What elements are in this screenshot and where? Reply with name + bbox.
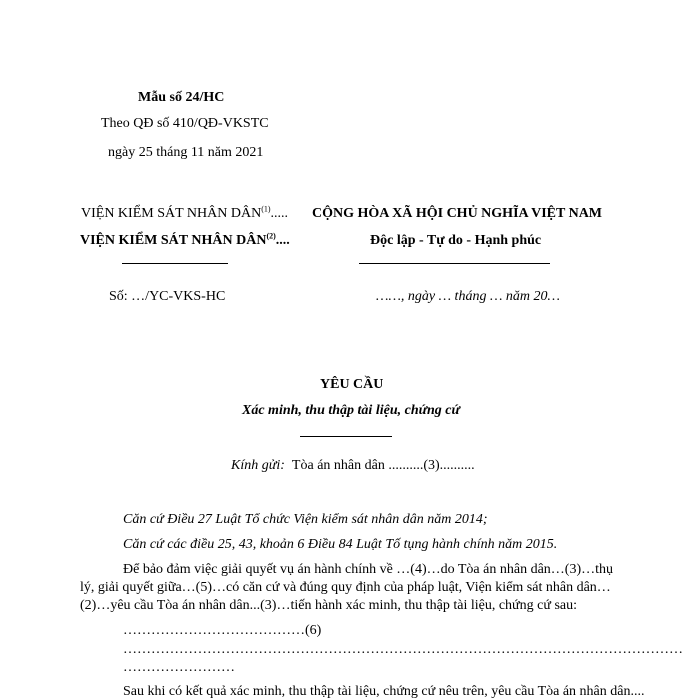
recipient-label: Kính gửi: bbox=[231, 458, 285, 473]
result-paragraph-line-1: Sau khi có kết quả xác minh, thu thập tài liệu, chứng cứ nêu trên, yêu cầu Tòa án nhân dân.... bbox=[123, 684, 645, 699]
dotted-fill-line-1: ………………………………………………………………………………………………………… bbox=[123, 642, 683, 657]
prosecutor-office-lower-text: VIỆN KIỂM SÁT NHÂN DÂN bbox=[81, 206, 262, 221]
legal-basis-2: Căn cứ các điều 25, 43, khoản 6 Điều 84 Luật Tố tụng hành chính năm 2015. bbox=[123, 537, 558, 552]
form-date: ngày 25 tháng 11 năm 2021 bbox=[108, 145, 264, 160]
request-paragraph-line-1: Để bảo đảm việc giải quyết vụ án hành chính về …(4)…do Tòa án nhân dân…(3)…thụ bbox=[123, 562, 613, 577]
footnote-2: (2) bbox=[266, 231, 276, 241]
form-decision: Theo QĐ số 410/QĐ-VKSTC bbox=[101, 116, 269, 131]
prosecutor-office-upper-suffix: .... bbox=[275, 233, 290, 248]
prosecutor-office-upper bbox=[80, 233, 290, 249]
legal-basis-1: Căn cứ Điều 27 Luật Tổ chức Viện kiểm sát nhân dân năm 2014; bbox=[123, 512, 488, 527]
national-motto: Độc lập - Tự do - Hạnh phúc bbox=[370, 233, 542, 248]
prosecutor-office-lower-suffix: ..... bbox=[270, 206, 289, 221]
prosecutor-office-lower bbox=[81, 206, 288, 222]
recipient bbox=[231, 458, 475, 474]
document-subtitle: Xác minh, thu thập tài liệu, chứng cứ bbox=[242, 403, 460, 418]
item-6-placeholder: …………………………………(6) bbox=[123, 623, 322, 638]
dotted-fill-line-2: …………………… bbox=[123, 660, 235, 675]
national-title: CỘNG HÒA XÃ HỘI CHỦ NGHĨA VIỆT NAM bbox=[312, 206, 603, 221]
form-number: Mẫu số 24/HC bbox=[138, 90, 225, 105]
place-date: ……, ngày … tháng … năm 20… bbox=[376, 289, 560, 304]
document-title: YÊU CẦU bbox=[320, 377, 384, 392]
left-header-underline bbox=[122, 263, 228, 264]
request-paragraph-line-3: (2)…yêu cầu Tòa án nhân dân...(3)…tiến hành xác minh, thu thập tài liệu, chứng cứ sau: bbox=[80, 598, 577, 613]
recipient-value: Tòa án nhân dân ..........(3).......... bbox=[291, 458, 475, 473]
request-paragraph-line-2: lý, giải quyết giữa…(5)…có căn cứ và đúng quy định của pháp luật, Viện kiểm sát nhân dân… bbox=[80, 580, 611, 595]
footnote-1: (1) bbox=[261, 204, 271, 214]
right-header-underline bbox=[359, 263, 550, 264]
document-number: Số: …/YC-VKS-HC bbox=[109, 289, 226, 304]
prosecutor-office-upper-text: VIỆN KIỂM SÁT NHÂN DÂN bbox=[80, 233, 267, 248]
title-underline bbox=[300, 436, 392, 437]
